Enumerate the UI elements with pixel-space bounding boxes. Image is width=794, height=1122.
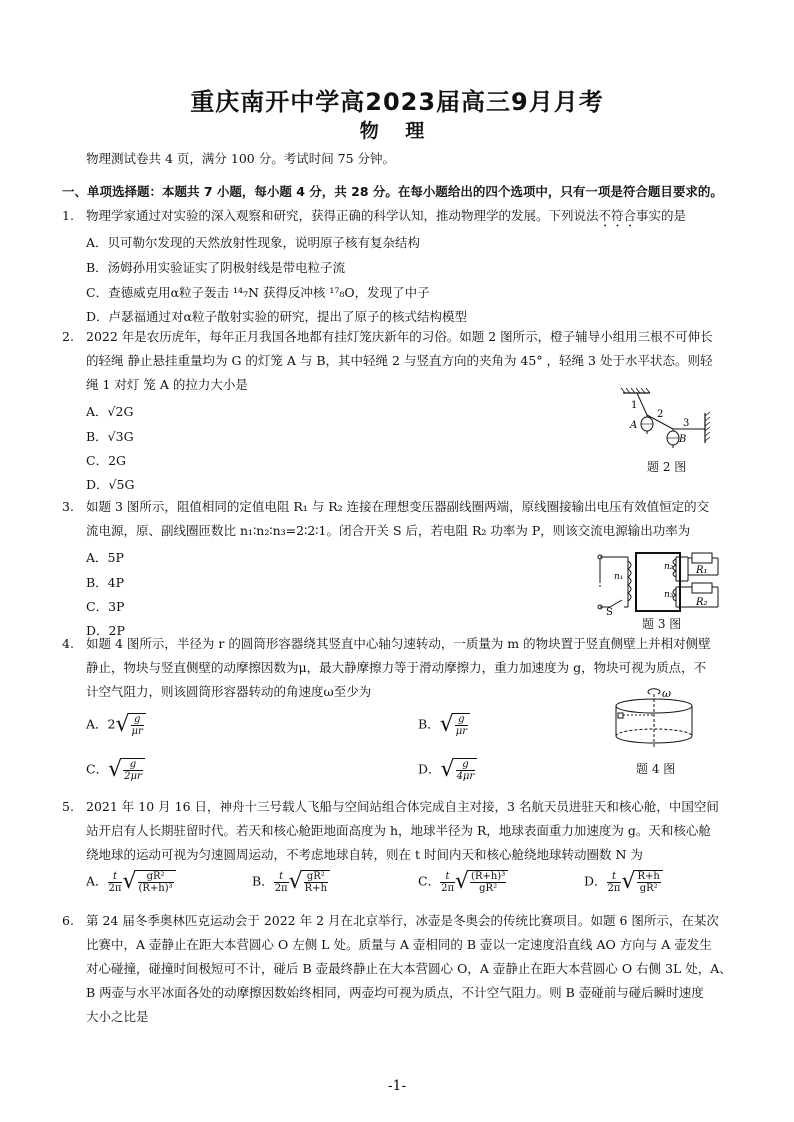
q3-figure-caption: 题 3 图 xyxy=(642,617,682,631)
q6-line5: 大小之比是 xyxy=(86,1009,149,1024)
q3-fig-label-r2: R₂ xyxy=(696,597,708,608)
section-heading: 一、单项选择题：本题共 7 小题，每小题 4 分，共 28 分。在每小题给出的四个选项中，只有一项是符合题目要求的。 xyxy=(62,184,723,199)
q1-option-c: C．查德威克用α粒子轰击 ¹⁴₇N 获得反冲核 ¹⁷₈O，发现了中子 xyxy=(86,285,430,300)
q2-fig-label-b: B xyxy=(679,434,687,445)
q6-line1: 第 24 届冬季奥林匹克运动会于 2022 年 2 月在北京举行，冰壶是冬奥会的传统比赛项目。如题 6 图所示，在某次 xyxy=(86,913,719,928)
q4-line3: 计空气阻力，则该圆筒形容器转动的角速度ω至少为 xyxy=(86,684,372,699)
q3-option-b: B．4P xyxy=(86,575,125,590)
q3-fig-label-s: S xyxy=(606,607,613,618)
q6-number: 6. xyxy=(62,913,74,928)
q2-fig-label-3: 3 xyxy=(683,418,690,429)
q5-option-c: C． $\frac{t}{2\pi}$ √ $\frac{\text{(R+h)³}}{\text{gR²}}$ xyxy=(418,870,508,894)
page-number: -1- xyxy=(387,1078,407,1094)
q2-line3: 绳 1 对灯 笼 A 的拉力大小是 xyxy=(86,377,248,392)
q5-line2: 站开启有人长期驻留时代。若天和核心舱距地面高度为 h，地球半径为 R，地球表面重力加速度为 g。天和核心舱 xyxy=(86,823,711,838)
q2-option-a: A．√2G xyxy=(86,404,134,419)
exam-title: 重庆南开中学高2023届高三9月月考 xyxy=(190,88,604,116)
q3-fig-label-n2: n₂ xyxy=(664,562,674,572)
q4-option-c: C．√ $\frac{g}{2\mu r}$ xyxy=(86,758,145,782)
q6-line4: B 两壶与水平冰面各处的动摩擦因数始终相同，两壶均可视为质点，不计空气阻力。则 B 壶碰前与碰后瞬时速度 xyxy=(86,985,704,1000)
q4-figure-caption: 题 4 图 xyxy=(636,762,676,776)
q1-option-a: A．贝可勒尔发现的天然放射性现象，说明原子核有复杂结构 xyxy=(86,235,421,250)
q3-line2: 流电源，原、副线圈匝数比 n₁∶n₂∶n₃=2∶2∶1。闭合开关 S 后，若电阻 R₂ 功率为 P，则该交流电源输出功率为 xyxy=(86,523,691,538)
q3-option-a: A．5P xyxy=(86,550,124,565)
q3-figure xyxy=(592,545,722,618)
q3-fig-label-n1: n₁ xyxy=(614,572,624,582)
q2-figure-caption: 题 2 图 xyxy=(647,460,687,474)
q3-fig-label-r1: R₁ xyxy=(696,565,708,576)
q5-option-b: B． $\frac{t}{2\pi}$ √ $\frac{\text{gR²}}{R+h}$ xyxy=(252,870,330,894)
q4-option-b: B．√ $\frac{g}{\mu r}$ xyxy=(418,713,470,737)
q1-option-d: D．卢瑟福通过对α粒子散射实验的研究，提出了原子的核式结构模型 xyxy=(86,309,467,324)
q2-line2: 的轻绳 静止悬挂重量均为 G 的灯笼 A 与 B，其中轻绳 2 与竖直方向的夹角为 45° ，轻绳 3 处于水平状态。则轻 xyxy=(86,353,713,368)
exam-subject: 物 理 xyxy=(359,120,435,142)
q1-stem: 物理学家通过对实验的深入观察和研究，获得正确的科学认知，推动物理学的发展。下列说法不符合事实的是 xyxy=(86,208,687,223)
q6-line2: 比赛中，A 壶静止在距大本营圆心 O 左侧 L 处。质量与 A 壶相同的 B 壶以一定速度沿直线 AO 方向与 A 壶发生 xyxy=(86,937,712,952)
exam-intro: 物理测试卷共 4 页，满分 100 分。考试时间 75 分钟。 xyxy=(86,151,396,166)
q5-option-a: A． $\frac{t}{2\pi}$ √ $\frac{\text{gR²}}{\text{(R+h)³}}$ xyxy=(86,870,176,894)
q5-line1: 2021 年 10 月 16 日，神舟十三号载人飞船与空间站组合体完成自主对接，3 名航天员进驻天和核心舱，中国空间 xyxy=(86,799,719,814)
q2-fig-label-1: 1 xyxy=(631,400,638,411)
q1-option-b: B．汤姆孙用实验证实了阴极射线是带电粒子流 xyxy=(86,260,346,275)
q4-line2: 静止，物块与竖直侧壁的动摩擦因数为μ，最大静摩擦力等于滑动摩擦力，重力加速度为 g，物块可视为质点，不 xyxy=(86,660,707,675)
q2-number: 2. xyxy=(62,329,74,344)
q3-option-d: D．2P xyxy=(86,623,125,638)
q5-option-d: D． $\frac{t}{2\pi}$ √ $\frac{R+h}{\text{gR²}}$ xyxy=(584,870,663,894)
q3-option-c: C．3P xyxy=(86,599,125,614)
q2-option-d: D．√5G xyxy=(86,477,135,492)
q5-number: 5. xyxy=(62,799,74,814)
q3-fig-label-n3: n₃ xyxy=(664,590,674,600)
q4-fig-omega: ω xyxy=(662,687,671,700)
q4-option-d: D．√ $\frac{g}{4\mu r}$ xyxy=(418,758,477,782)
q2-line1: 2022 年是农历虎年，每年正月我国各地都有挂灯笼庆新年的习俗。如题 2 图所示，橙子辅导小组用三根不可伸长 xyxy=(86,329,713,344)
q2-option-c: C．2G xyxy=(86,453,127,468)
q2-fig-label-a: A xyxy=(630,420,638,431)
q2-fig-label-2: 2 xyxy=(657,409,664,420)
q4-number: 4. xyxy=(62,636,74,651)
q4-option-a: A．2√ $\frac{g}{\mu r}$ xyxy=(86,713,146,737)
q4-figure xyxy=(612,688,702,750)
q2-option-b: B．√3G xyxy=(86,429,134,444)
q3-line1: 如题 3 图所示，阻值相同的定值电阻 R₁ 与 R₂ 连接在理想变压器副线圈两端，原线圈接输出电压有效值恒定的交 xyxy=(86,499,710,514)
q4-line1: 如题 4 图所示，半径为 r 的圆筒形容器绕其竖直中心轴匀速转动，一质量为 m 的物块置于竖直侧壁上并相对侧壁 xyxy=(86,636,711,651)
q5-line3: 绕地球的运动可视为匀速圆周运动，不考虑地球自转，则在 t 时间内天和核心舱绕地球转动圈数 N 为 xyxy=(86,847,643,862)
q3-number: 3. xyxy=(62,499,74,514)
q2-figure xyxy=(615,385,715,455)
q1-number: 1. xyxy=(62,208,74,223)
q6-line3: 对心碰撞，碰撞时间极短可不计，碰后 B 壶最终静止在大本营圆心 O，A 壶静止在距大本营圆心 O 右侧 3L 处，A、 xyxy=(86,961,732,976)
